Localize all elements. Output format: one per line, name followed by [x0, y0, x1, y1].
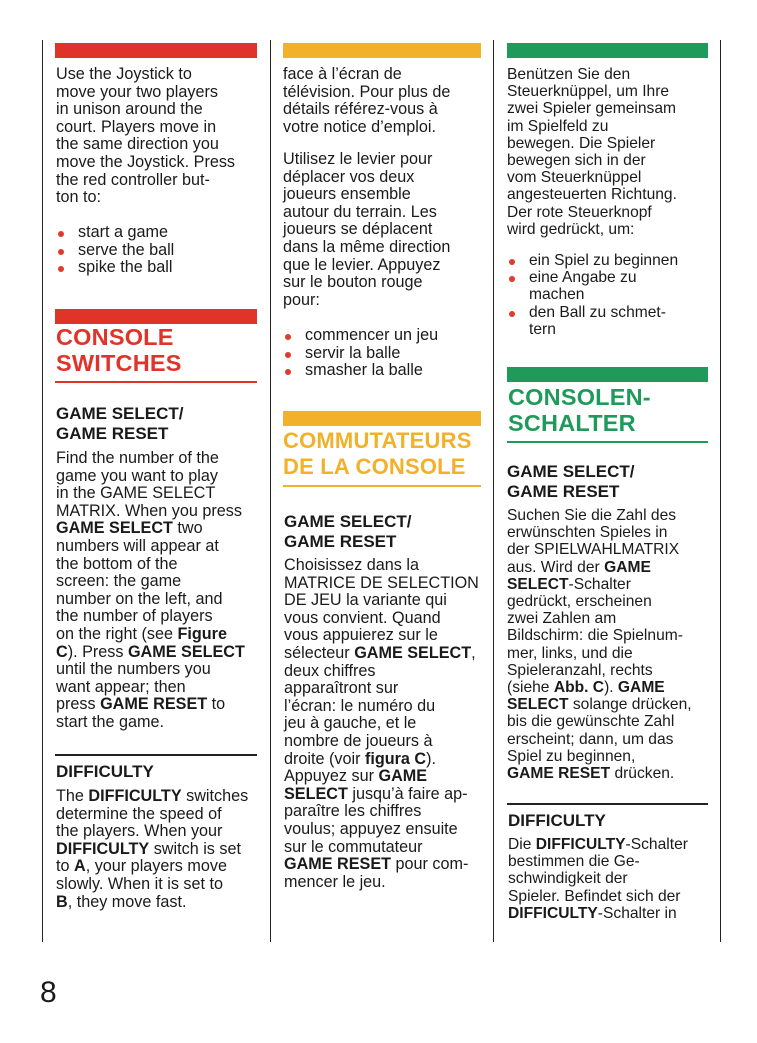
french-game-select-text: Choisissez dans la MATRICE DE SELECTION DE JEU la variante qui vous convient. Quand vous appuierez sur le sélecteur GAME SELECT, deux chiffres apparaîtront sur l’écran: le numéro du jeu à gauche, et le nombre de joueurs à droite (voir figura C). Appuyez sur GAME SELECT jusqu’à faire ap- paraître les chiffres voulus; appuyez ensuite sur le commutateur GAME RESET pour com- mencer le jeu.: [284, 556, 479, 891]
bullet-icon: [58, 249, 64, 255]
french-paragraph: Utilisez le levier pour déplacer vos deux joueurs ensemble autour du terrain. Les joueurs se déplacent dans la même direction que le levier. Appuyez sur le bouton rouge pour:: [283, 150, 451, 309]
english-heading-rule: [55, 381, 257, 383]
german-game-select-title: GAME SELECT/ GAME RESET: [507, 462, 635, 501]
french-heading-rule: [283, 485, 481, 487]
english-game-select-title: GAME SELECT/ GAME RESET: [56, 404, 184, 443]
list-item: commencer un jeu: [283, 327, 438, 345]
german-accent-bar: [507, 43, 708, 58]
english-difficulty-text: The DIFFICULTY switches determine the speed of the players. When your DIFFICULTY switch is set to A, your players move slowly. When it is set to B, they move fast.: [56, 787, 249, 911]
english-difficulty-rule: [55, 754, 257, 756]
list-item: den Ball zu schmet- tern: [507, 304, 678, 338]
french-bullet-list: [283, 327, 438, 380]
bullet-icon: [285, 352, 291, 358]
list-item: smasher la balle: [283, 362, 438, 380]
list-item: start a game: [56, 224, 174, 242]
column-rule-right: [720, 40, 721, 942]
column-rule-center-left: [270, 40, 271, 942]
english-difficulty-title: DIFFICULTY: [56, 762, 154, 781]
french-section-heading: COMMUTATEURS DE LA CONSOLE: [283, 428, 472, 479]
french-heading-bar: [283, 411, 481, 426]
page-number: 8: [40, 976, 57, 1009]
list-item: spike the ball: [56, 259, 174, 277]
french-accent-bar: [283, 43, 481, 58]
german-game-select-text: Suchen Sie die Zahl des erwünschten Spieles in der SPIELWAHLMATRIX aus. Wird der GAME SELECT-Schalter gedrückt, erscheinen zwei Zahlen am Bildschirm: die Spielnum- mer, links, und die Spieleranzahl, rechts (siehe Abb. C). GAME SELECT solange drücken, bis die gewünschte Zahl erscheint; dann, um das Spiel zu beginnen, GAME RESET drücken.: [507, 507, 692, 783]
german-section-heading: CONSOLEN- SCHALTER: [508, 384, 651, 436]
english-accent-bar: [55, 43, 257, 58]
english-section-heading: CONSOLE SWITCHES: [56, 324, 182, 376]
bullet-icon: [509, 276, 515, 282]
german-difficulty-text: Die DIFFICULTY-Schalter bestimmen die Ge- schwindigkeit der Spieler. Befindet sich der DIFFICULTY-Schalter in: [508, 836, 688, 922]
column-rule-left: [42, 40, 43, 942]
german-difficulty-title: DIFFICULTY: [508, 811, 606, 830]
bullet-icon: [285, 369, 291, 375]
german-heading-rule: [507, 441, 708, 443]
bullet-icon: [509, 259, 515, 265]
french-game-select-title: GAME SELECT/ GAME RESET: [284, 512, 412, 551]
english-bullet-list: [56, 224, 174, 277]
english-intro: Use the Joystick to move your two players in unison around the court. Players move in the same direction you move the Joystick. Press the red controller but- ton to:: [56, 65, 236, 207]
english-heading-bar: [55, 309, 257, 324]
bullet-icon: [58, 231, 64, 237]
list-item: serve the ball: [56, 242, 174, 260]
german-bullet-list: [507, 252, 678, 338]
bullet-icon: [285, 334, 291, 340]
german-difficulty-rule: [507, 803, 708, 805]
french-intro: face à l’écran de télévision. Pour plus de détails référez-vous à votre notice d’emploi.: [283, 65, 451, 136]
bullet-icon: [509, 311, 515, 317]
english-game-select-text: Find the number of the game you want to play in the GAME SELECT MATRIX. When you press GAME SELECT two numbers will appear at the bottom of the screen: the game number on the left, and the number of players on the right (see Figure C). Press GAME SELECT until the numbers you want appear; then press GAME RESET to start the game.: [56, 449, 245, 731]
bullet-icon: [58, 266, 64, 272]
german-heading-bar: [507, 367, 708, 382]
list-item: ein Spiel zu beginnen: [507, 252, 678, 269]
german-intro: Benützen Sie den Steuerknüppel, um Ihre zwei Spieler gemeinsam im Spielfeld zu bewegen. Die Spieler bewegen sich in der vom Steuerknüppel angesteuerten Richtung. Der rote Steuerknopf wird gedrückt, um:: [507, 66, 677, 238]
list-item: servir la balle: [283, 345, 438, 363]
column-rule-center-right: [493, 40, 494, 942]
list-item: eine Angabe zu machen: [507, 269, 678, 303]
